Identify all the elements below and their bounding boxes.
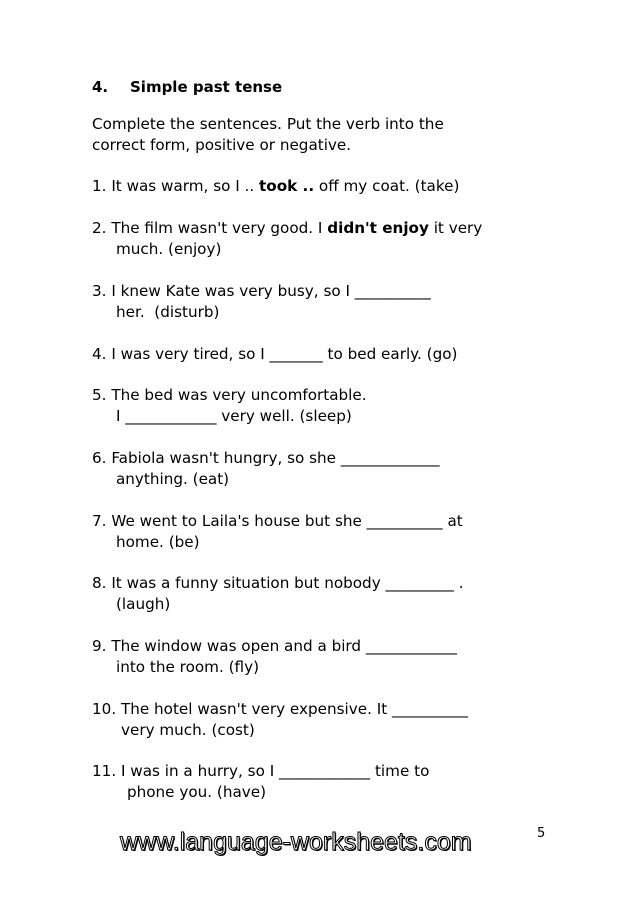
exercise-item-8: 8. It was a funny situation but nobody _________ . bbox=[92, 574, 464, 592]
section-heading bbox=[92, 78, 282, 96]
exercise-item-10: 10. The hotel wasn't very expensive. It __________ bbox=[92, 700, 468, 718]
exercise-item-3-cont: her. (disturb) bbox=[116, 303, 220, 321]
exercise-item-6: 6. Fabiola wasn't hungry, so she _____________ bbox=[92, 449, 440, 467]
exercise-item-2-cont: much. (enjoy) bbox=[116, 240, 222, 258]
exercise-item-9-cont: into the room. (fly) bbox=[116, 658, 260, 676]
exercise-item-10-cont: very much. (cost) bbox=[121, 721, 255, 739]
exercise-item-8-cont: (laugh) bbox=[116, 595, 171, 613]
section-number: 4. bbox=[92, 78, 109, 96]
item-text: it very bbox=[428, 219, 483, 237]
website-footer: www.language-worksheets.com bbox=[120, 828, 472, 856]
exercise-item-11: 11. I was in a hurry, so I ____________ time to bbox=[92, 762, 430, 780]
exercise-item-5: 5. The bed was very uncomfortable. bbox=[92, 386, 367, 404]
instructions-line-2: correct form, positive or negative. bbox=[92, 136, 352, 154]
exercise-item-1 bbox=[92, 176, 459, 197]
instructions-line-1: Complete the sentences. Put the verb into the bbox=[92, 115, 444, 133]
item-answer: took .. bbox=[259, 177, 315, 195]
exercise-item-9: 9. The window was open and a bird ____________ bbox=[92, 637, 458, 655]
item-text: off my coat. (take) bbox=[314, 177, 460, 195]
item-answer: didn't enjoy bbox=[327, 219, 429, 237]
exercise-item-7: 7. We went to Laila's house but she __________ at bbox=[92, 512, 463, 530]
page-number: 5 bbox=[537, 826, 546, 841]
exercise-item-3: 3. I knew Kate was very busy, so I __________ bbox=[92, 282, 431, 300]
exercise-item-5-cont: I ____________ very well. (sleep) bbox=[116, 407, 352, 425]
item-text: 1. It was warm, so I .. bbox=[92, 177, 260, 195]
item-text: 2. The film wasn't very good. I bbox=[92, 219, 328, 237]
exercise-item-6-cont: anything. (eat) bbox=[116, 470, 230, 488]
section-title: Simple past tense bbox=[130, 78, 283, 96]
exercise-item-11-cont: phone you. (have) bbox=[127, 783, 267, 801]
exercise-item-4: 4. I was very tired, so I _______ to bed early. (go) bbox=[92, 345, 458, 363]
exercise-item-2 bbox=[92, 218, 482, 239]
exercise-item-7-cont: home. (be) bbox=[116, 533, 200, 551]
